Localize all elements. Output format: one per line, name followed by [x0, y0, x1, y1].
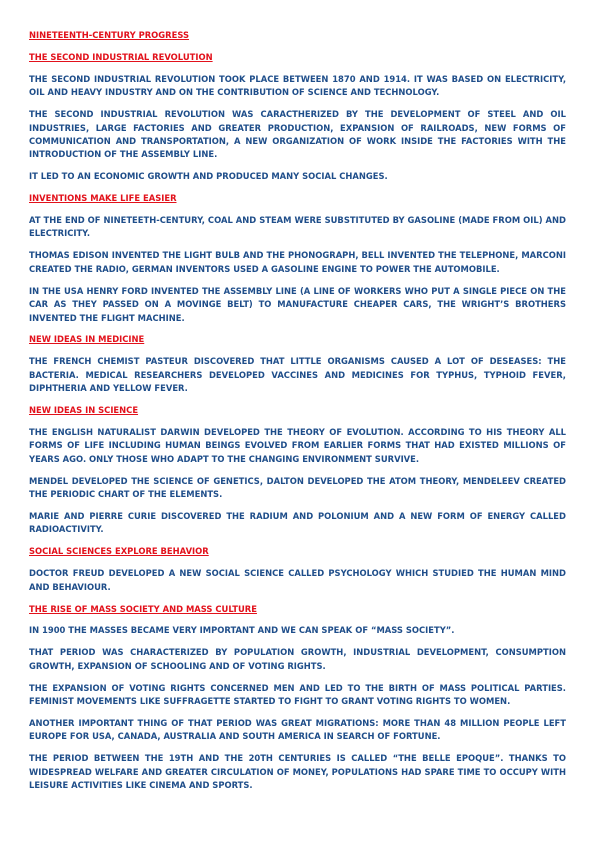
paragraph: THE ENGLISH NATURALIST DARWIN DEVELOPED THE THEORY OF EVOLUTION. ACCORDING TO HIS THEORY ALL FORMS OF LIFE INCLUDING HUMAN BEINGS EVOLVED FROM EARLIER FORMS THAT HAD EXISTED MILLIONS OF YEARS AGO. ONLY THOSE WHO ADAPT TO THE CHANGING ENVIRONMENT SURVIVE.	[29, 426, 566, 464]
paragraph: IN 1900 THE MASSES BECAME VERY IMPORTANT AND WE CAN SPEAK OF “MASS SOCIETY”.	[29, 625, 455, 636]
section-heading: NEW IDEAS IN SCIENCE	[29, 405, 139, 416]
paragraph: MARIE AND PIERRE CURIE DISCOVERED THE RADIUM AND POLONIUM AND A NEW FORM OF ENERGY CALLED RADIOACTIVITY.	[29, 510, 566, 535]
document-title: NINETEENTH-CENTURY PROGRESS	[29, 30, 190, 40]
paragraph: THE EXPANSION OF VOTING RIGHTS CONCERNED MEN AND LED TO THE BIRTH OF MASS POLITICAL PARTIES. FEMINIST MOVEMENTS LIKE SUFFRAGETTE STARTED TO FIGHT TO GRANT VOTING RIGHTS TO WOMEN.	[29, 682, 566, 707]
paragraph: THE SECOND INDUSTRIAL REVOLUTION WAS CARACTHERIZED BY THE DEVELOPMENT OF STEEL AND OIL INDUSTRIES, LARGE FACTORIES AND GREATER PRODUCTION, EXPANSION OF RAILROADS, NEW FORMS OF COMMUNICATION AND TRANSPORTATION, A NEW ORGANIZATION OF WORK INSIDE THE FACTORIES WITH THE INTRODUCTION OF THE ASSEMBLY LINE.	[29, 109, 566, 160]
paragraph: THE SECOND INDUSTRIAL REVOLUTION TOOK PLACE BETWEEN 1870 AND 1914. IT WAS BASED ON ELECTRICITY, OIL AND HEAVY INDUSTRY AND ON THE CONTRIBUTION OF SCIENCE AND TECHNOLOGY.	[29, 73, 566, 98]
paragraph: MENDEL DEVELOPED THE SCIENCE OF GENETICS, DALTON DEVELOPED THE ATOM THEORY, MENDELEEV CREATED THE PERIODIC CHART OF THE ELEMENTS.	[29, 475, 566, 500]
section-heading: THE RISE OF MASS SOCIETY AND MASS CULTURE	[29, 603, 257, 614]
paragraph: AT THE END OF NINETEETH-CENTURY, COAL AND STEAM WERE SUBSTITUTED BY GASOLINE (MADE FROM OIL) AND ELECTRICITY.	[29, 215, 566, 239]
paragraph: THAT PERIOD WAS CHARACTERIZED BY POPULATION GROWTH, INDUSTRIAL DEVELOPMENT, CONSUMPTION GROWTH, EXPANSION OF SCHOOLING AND OF VOTING RIGHTS.	[29, 647, 566, 671]
paragraph: ANOTHER IMPORTANT THING OF THAT PERIOD WAS GREAT MIGRATIONS: MORE THAN 48 MILLION PEOPLE LEFT EUROPE FOR USA, CANADA, AUSTRALIA AND SOUTH AMERICA IN SEARCH OF FORTUNE.	[29, 717, 566, 742]
section-heading: INVENTIONS MAKE LIFE EASIER	[29, 193, 177, 204]
section-heading: NEW IDEAS IN MEDICINE	[29, 334, 145, 345]
section-heading: THE SECOND INDUSTRIAL REVOLUTION	[29, 51, 213, 62]
section-heading: SOCIAL SCIENCES EXPLORE BEHAVIOR	[29, 546, 209, 557]
paragraph: IT LED TO AN ECONOMIC GROWTH AND PRODUCED MANY SOCIAL CHANGES.	[29, 171, 388, 182]
paragraph: IN THE USA HENRY FORD INVENTED THE ASSEMBLY LINE (A LINE OF WORKERS WHO PUT A SINGLE PIECE ON THE CAR AS THEY PASSED ON A MOVINGE BELT) TO MANUFACTURE CHEAPER CARS, THE WRIGHT’S BROTHERS INVENTED THE FLIGHT MACHINE.	[29, 285, 566, 323]
paragraph: DOCTOR FREUD DEVELOPED A NEW SOCIAL SCIENCE CALLED PSYCHOLOGY WHICH STUDIED THE HUMAN MIND AND BEHAVIOUR.	[29, 568, 566, 592]
paragraph: THE PERIOD BETWEEN THE 19TH AND THE 20TH CENTURIES IS CALLED “THE BELLE EPOQUE”. THANKS TO WIDESPREAD WELFARE AND GREATER CIRCULATION OF MONEY, POPULATIONS HAD SPARE TIME TO OCCUPY WITH LEISURE ACTIVITIES LIKE CINEMA AND SPORTS.	[29, 753, 566, 791]
paragraph: THOMAS EDISON INVENTED THE LIGHT BULB AND THE PHONOGRAPH, BELL INVENTED THE TELEPHONE, MARCONI CREATED THE RADIO, GERMAN INVENTORS USED A GASOLINE ENGINE TO POWER THE AUTOMOBILE.	[29, 250, 566, 274]
paragraph: THE FRENCH CHEMIST PASTEUR DISCOVERED THAT LITTLE ORGANISMS CAUSED A LOT OF DESEASES: THE BACTERIA. MEDICAL RESEARCHERS DEVELOPED VACCINES AND MEDICINES FOR TYPHUS, TYPHOID FEVER, DIPHTHERIA AND YELLOW FEVER.	[29, 356, 566, 394]
